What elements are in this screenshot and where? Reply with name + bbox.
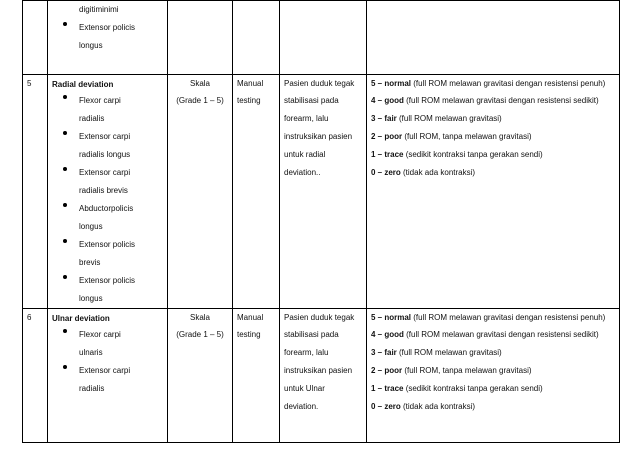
cell-method: Manual testing <box>233 309 280 443</box>
grade-line: 5 – normal (full ROM melawan gravitasi dengan resistensi penuh) <box>371 313 606 322</box>
muscle-line: Extensor policis <box>79 23 136 32</box>
cell-instrument: Skala (Grade 1 – 5) <box>168 75 233 309</box>
cell-result <box>367 75 620 309</box>
cell-instrument: Skala (Grade 1 – 5) <box>168 309 233 443</box>
table-row <box>23 309 620 443</box>
grade-line: 3 – fair (full ROM melawan gravitasi) <box>371 114 502 123</box>
grade-line: 2 – poor (full ROM, tanpa melawan gravitasi) <box>371 366 532 375</box>
muscle-line: digitiminimi <box>79 5 119 14</box>
cell-no: 5 <box>23 75 48 309</box>
list-item: Flexor carpi radialis <box>52 92 163 128</box>
cell-movement <box>48 75 168 309</box>
grade-line: 2 – poor (full ROM, tanpa melawan gravitasi) <box>371 132 532 141</box>
grade-line: 0 – zero (tidak ada kontraksi) <box>371 402 476 411</box>
table-row-continuation <box>23 1 620 75</box>
list-item: Extensor carpi radialis longus <box>52 128 163 164</box>
table-row <box>23 75 620 309</box>
bullet-icon <box>63 167 67 171</box>
bullet-icon <box>63 239 67 243</box>
list-item: Extensor policis longus <box>52 272 163 308</box>
list-item: Extensor policis brevis <box>52 236 163 272</box>
cell-movement <box>48 1 168 75</box>
cell-instrument <box>168 1 233 75</box>
bullet-icon <box>63 203 67 207</box>
cell-method <box>233 1 280 75</box>
bullet-icon <box>63 329 67 333</box>
movement-title: Radial deviation <box>52 80 114 89</box>
cell-result <box>367 1 620 75</box>
list-item <box>52 1 163 19</box>
list-item <box>52 19 163 55</box>
muscle-list <box>52 326 163 398</box>
list-item: Flexor carpi ulnaris <box>52 326 163 362</box>
muscle-list <box>52 1 163 55</box>
bullet-icon <box>63 131 67 135</box>
cell-method: Manual testing <box>233 75 280 309</box>
bullet-icon <box>63 275 67 279</box>
grade-line: 1 – trace (sedikit kontraksi tanpa gerakan sendi) <box>371 150 543 159</box>
cell-result <box>367 309 620 443</box>
cell-no <box>23 1 48 75</box>
cell-procedure: Pasien duduk tegak stabilisasi pada forearm, lalu instruksikan pasien untuk radial deviation.. <box>280 75 367 309</box>
list-item: Abductorpolicis longus <box>52 200 163 236</box>
bullet-icon <box>63 22 67 26</box>
grade-line: 4 – good (full ROM melawan gravitasi dengan resistensi sedikit) <box>371 96 599 105</box>
movement-title: Ulnar deviation <box>52 314 110 323</box>
bullet-icon <box>63 365 67 369</box>
bullet-icon <box>63 95 67 99</box>
grade-line: 3 – fair (full ROM melawan gravitasi) <box>371 348 502 357</box>
cell-no: 6 <box>23 309 48 443</box>
grade-line: 1 – trace (sedikit kontraksi tanpa gerakan sendi) <box>371 384 543 393</box>
grade-line: 0 – zero (tidak ada kontraksi) <box>371 168 476 177</box>
muscle-line: longus <box>79 41 103 50</box>
cell-procedure <box>280 1 367 75</box>
cell-movement <box>48 309 168 443</box>
grade-line: 5 – normal (full ROM melawan gravitasi dengan resistensi penuh) <box>371 79 606 88</box>
list-item: Extensor carpi radialis brevis <box>52 164 163 200</box>
muscle-list <box>52 92 163 308</box>
cell-procedure: Pasien duduk tegak stabilisasi pada forearm, lalu instruksikan pasien untuk Ulnar deviation. <box>280 309 367 443</box>
list-item: Extensor carpi radialis <box>52 362 163 398</box>
muscle-test-table <box>22 0 620 443</box>
grade-line: 4 – good (full ROM melawan gravitasi dengan resistensi sedikit) <box>371 330 599 339</box>
